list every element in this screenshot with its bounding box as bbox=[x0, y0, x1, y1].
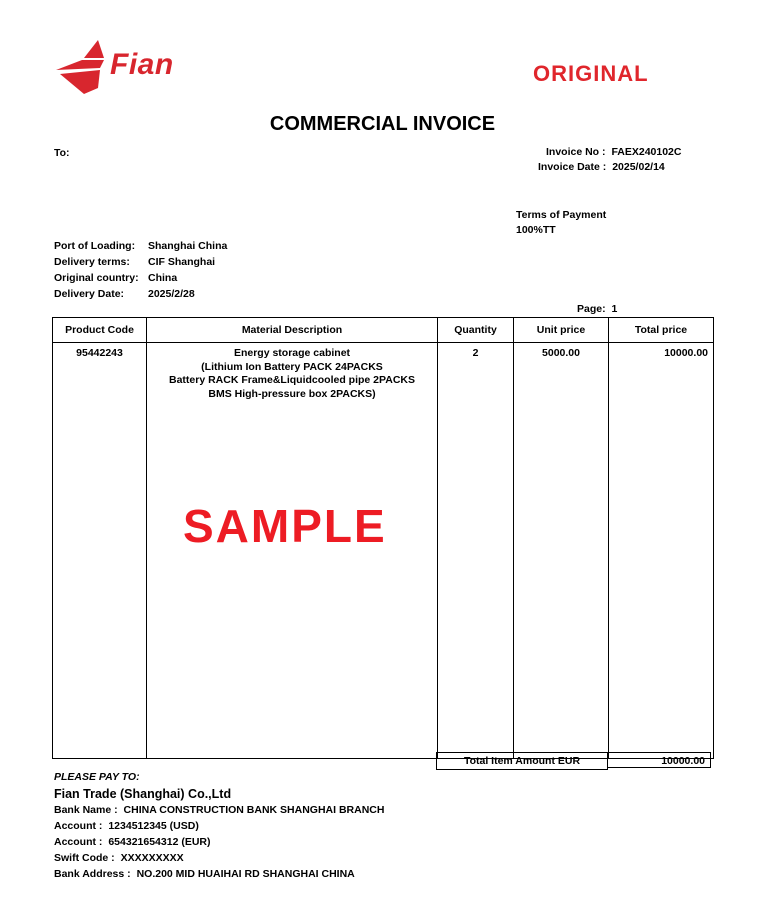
company-logo bbox=[54, 38, 110, 96]
column-header: Quantity bbox=[438, 318, 514, 343]
shipping-row bbox=[54, 272, 254, 288]
pay-to-heading: PLEASE PAY TO: bbox=[54, 771, 140, 783]
brand-name: Fian bbox=[110, 48, 174, 81]
bank-value: 654321654312 (EUR) bbox=[108, 836, 211, 848]
page-number bbox=[577, 303, 617, 315]
shipping-label: Port of Loading: bbox=[54, 240, 136, 252]
payment-terms-value: 100%TT bbox=[516, 224, 556, 236]
invoice-no-label: Invoice No : bbox=[546, 146, 606, 158]
column-header: Product Code bbox=[53, 318, 147, 343]
quantity-cell: 2 bbox=[438, 343, 514, 759]
original-stamp: ORIGINAL bbox=[533, 61, 649, 86]
invoice-date-value: 2025/02/14 bbox=[612, 161, 665, 173]
bank-line bbox=[54, 804, 384, 820]
invoice-date-label: Invoice Date : bbox=[538, 161, 607, 173]
bank-line bbox=[54, 820, 384, 836]
product-code-cell: 95442243 bbox=[53, 343, 147, 759]
shipping-value: China bbox=[148, 272, 178, 284]
shipping-value: CIF Shanghai bbox=[148, 256, 216, 268]
invoice-date bbox=[538, 161, 665, 173]
invoice-no-value: FAEX240102C bbox=[611, 146, 682, 158]
unit-price-cell: 5000.00 bbox=[514, 343, 609, 759]
total-price-cell: 10000.00 bbox=[609, 343, 714, 759]
shipping-row bbox=[54, 256, 254, 272]
shipping-row bbox=[54, 240, 254, 256]
payee-company: Fian Trade (Shanghai) Co.,Ltd bbox=[54, 787, 232, 801]
bank-line bbox=[54, 868, 384, 884]
description-line: Energy storage cabinet bbox=[233, 347, 351, 359]
description-line: Battery RACK Frame&Liquidcooled pipe 2PACKS bbox=[168, 374, 415, 386]
to-label: To: bbox=[54, 147, 70, 159]
bank-value: XXXXXXXXX bbox=[120, 852, 184, 864]
bank-line bbox=[54, 836, 384, 852]
shipping-value: 2025/2/28 bbox=[148, 288, 195, 300]
column-header: Total price bbox=[609, 318, 714, 343]
shipping-label: Original country: bbox=[54, 272, 139, 284]
bank-value: CHINA CONSTRUCTION BANK SHANGHAI BRANCH bbox=[123, 804, 385, 816]
payment-terms-label: Terms of Payment bbox=[516, 209, 607, 221]
shipping-label: Delivery terms: bbox=[54, 256, 130, 268]
sample-watermark: SAMPLE bbox=[183, 500, 387, 552]
total-value: 10000.00 bbox=[607, 752, 711, 768]
bank-label: Swift Code : bbox=[54, 852, 115, 864]
sail-logo-icon bbox=[54, 38, 110, 96]
shipping-row bbox=[54, 288, 254, 304]
shipping-value: Shanghai China bbox=[148, 240, 228, 252]
bank-details bbox=[54, 804, 384, 884]
shipping-info bbox=[54, 240, 254, 304]
description-line: (Lithium Ion Battery PACK 24PACKS bbox=[201, 360, 383, 373]
document-title: COMMERCIAL INVOICE bbox=[269, 113, 496, 135]
bank-label: Bank Address : bbox=[54, 868, 131, 880]
bank-line bbox=[54, 852, 384, 868]
total-label: Total Item Amount EUR bbox=[436, 752, 608, 770]
bank-value: 1234512345 (USD) bbox=[108, 820, 199, 832]
description-line: BMS High-pressure box 2PACKS) bbox=[208, 387, 376, 400]
bank-label: Account : bbox=[54, 836, 103, 848]
bank-label: Account : bbox=[54, 820, 103, 832]
column-header: Material Description bbox=[147, 318, 438, 343]
invoice-no bbox=[546, 146, 681, 158]
page-label: Page: bbox=[577, 303, 606, 315]
table-header-row bbox=[53, 318, 714, 343]
column-header: Unit price bbox=[514, 318, 609, 343]
page-value: 1 bbox=[611, 303, 618, 315]
bank-label: Bank Name : bbox=[54, 804, 118, 816]
bank-value: NO.200 MID HUAIHAI RD SHANGHAI CHINA bbox=[136, 868, 355, 880]
shipping-label: Delivery Date: bbox=[54, 288, 125, 300]
